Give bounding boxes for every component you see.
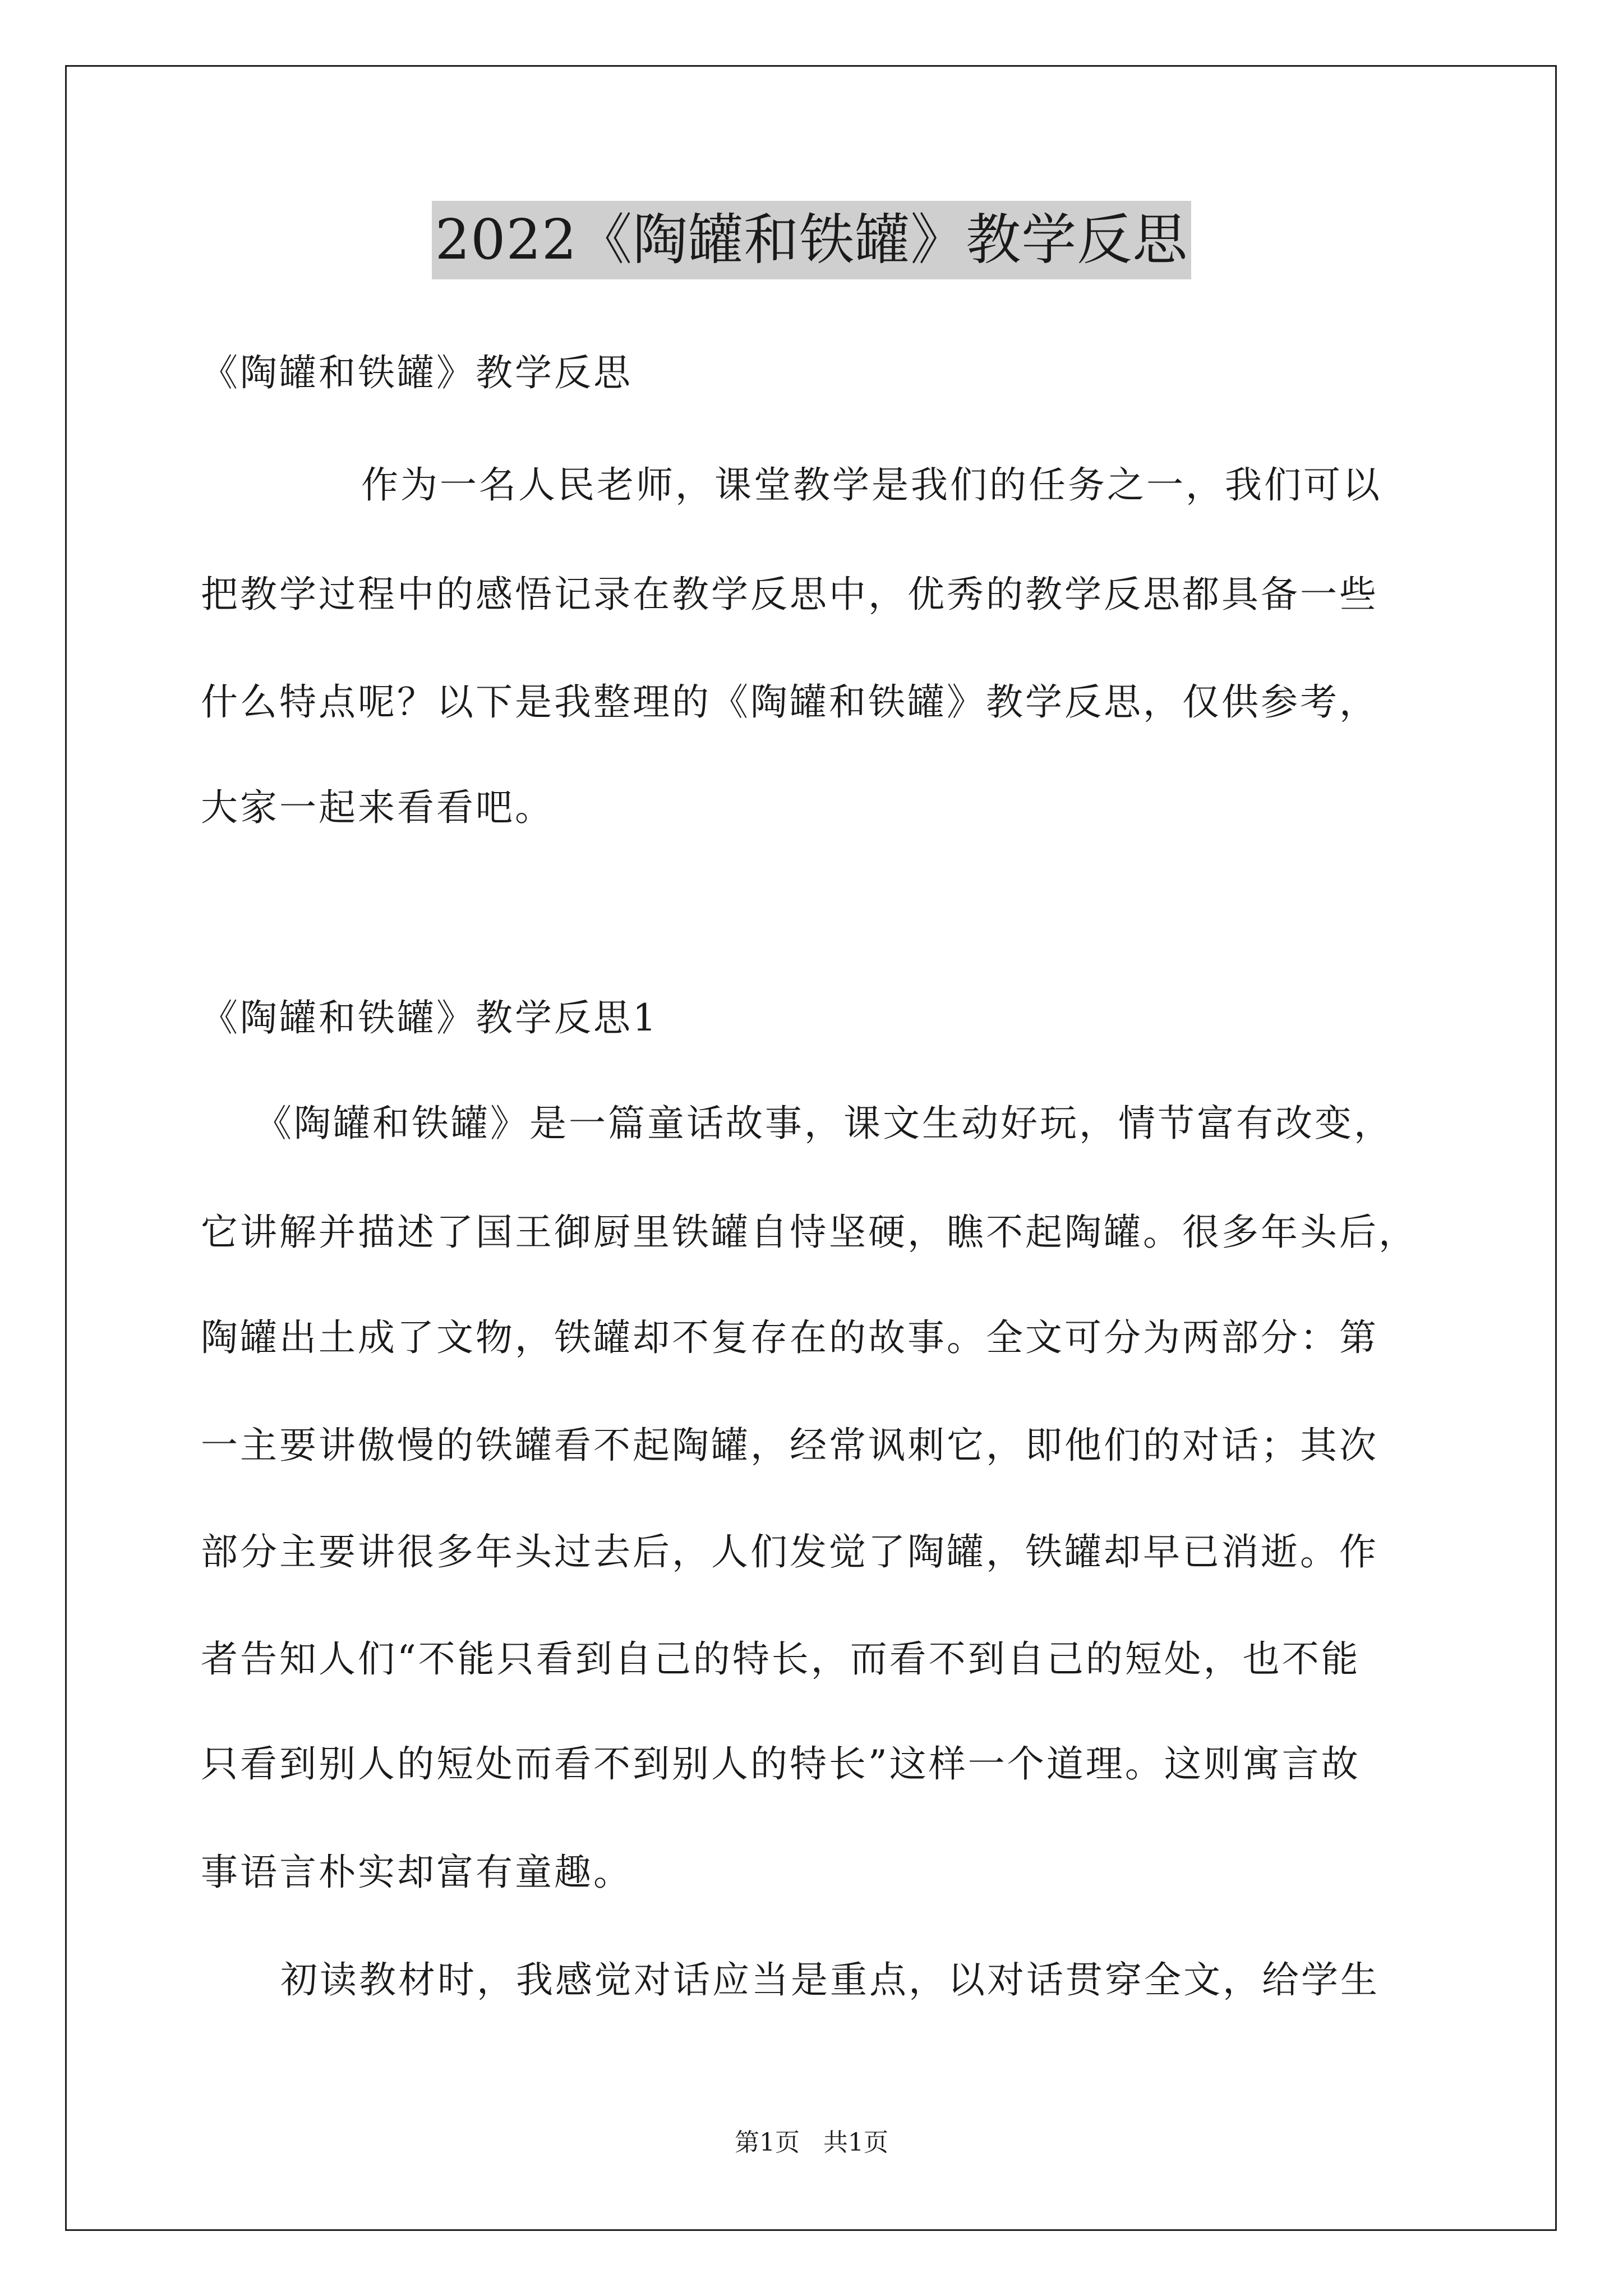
section-heading-1: 《陶罐和铁罐》教学反思1 [201, 996, 658, 1039]
intro-line-3: 什么特点呢？以下是我整理的《陶罐和铁罐》教学反思，仅供参考， [201, 680, 1378, 724]
body-line-8: 事语言朴实却富有童趣。 [201, 1851, 633, 1894]
document-title: 2022《陶罐和铁罐》教学反思 [432, 201, 1191, 279]
body-line-6: 者告知人们“不能只看到自己的特长，而看不到自己的短处，也不能 [201, 1637, 1361, 1681]
body-line-9: 初读教材时，我感觉对话应当是重点，以对话贯穿全文，给学生 [280, 1958, 1380, 2001]
intro-line-1: 作为一名人民老师，课堂教学是我们的任务之一，我们可以 [361, 463, 1382, 507]
intro-line-4: 大家一起来看看吧。 [201, 786, 554, 829]
subtitle-line: 《陶罐和铁罐》教学反思 [201, 351, 633, 394]
body-line-2: 它讲解并描述了国王御厨里铁罐自恃坚硬，瞧不起陶罐。很多年头后， [201, 1211, 1418, 1254]
page-footer: 第1页 共1页 [735, 2128, 888, 2157]
body-line-5: 部分主要讲很多年头过去后，人们发觉了陶罐，铁罐却早已消逝。作 [201, 1530, 1378, 1573]
title-container [0, 201, 1623, 279]
intro-line-2: 把教学过程中的感悟记录在教学反思中，优秀的教学反思都具备一些 [201, 573, 1378, 616]
body-line-7: 只看到别人的短处而看不到别人的特长”这样一个道理。这则寓言故 [201, 1742, 1361, 1786]
body-line-1: 《陶罐和铁罐》是一篇童话故事，课文生动好玩，情节富有改变， [255, 1102, 1393, 1145]
body-line-3: 陶罐出土成了文物，铁罐却不复存在的故事。全文可分为两部分：第 [201, 1316, 1378, 1359]
body-line-4: 一主要讲傲慢的铁罐看不起陶罐，经常讽刺它，即他们的对话；其次 [201, 1424, 1378, 1467]
